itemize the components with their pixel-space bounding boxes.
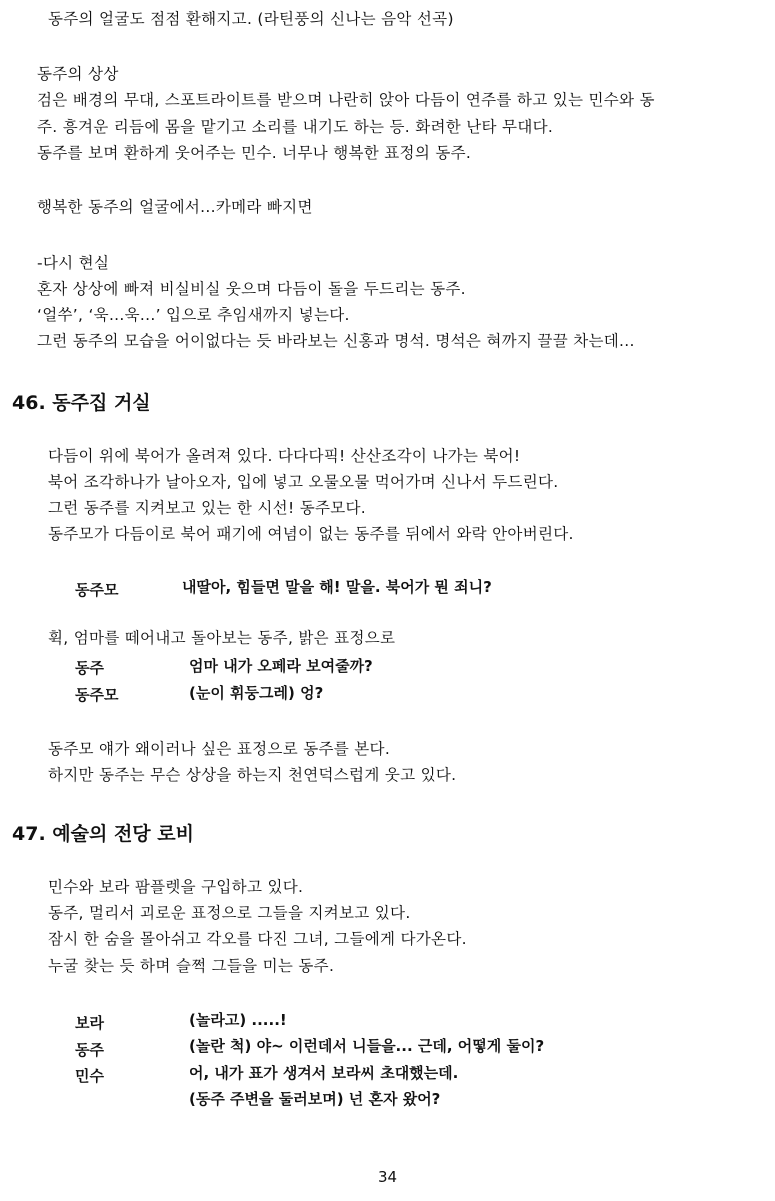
dialogue-line: (놀란 척) 야~ 이런데서 니들을... 근데, 어떻게 둘이? (189, 1037, 545, 1055)
scene45-action-line: 그런 동주의 모습을 어이없다는 듯 바라보는 신홍과 명석. 명석은 혀까지 끌끌 차는데... (37, 332, 635, 350)
scene46-action-line: 휙, 엄마를 떼어내고 돌아보는 동주, 밝은 표정으로 (48, 629, 396, 647)
dialogue-speaker: 민수 (75, 1067, 104, 1085)
dialogue-line: (놀라고) .....! (189, 1011, 287, 1029)
dialogue-line: (눈이 휘둥그레) 엉? (189, 684, 324, 702)
scene47-action-line: 누굴 찾는 듯 하며 슬쩍 그들을 미는 동주. (48, 957, 335, 975)
dialogue-line: 어, 내가 표가 생겨서 보라씨 초대했는데. (189, 1064, 459, 1082)
scene45-action-line: 주. 흥겨운 리듬에 몸을 맡기고 소리를 내기도 하는 등. 화려한 난타 무대다. (37, 118, 554, 136)
dialogue-speaker: 동주모 (75, 686, 119, 704)
scene46-action-line: 하지만 동주는 무슨 상상을 하는지 천연덕스럽게 웃고 있다. (48, 766, 457, 784)
scene46-action-line: 그런 동주를 지켜보고 있는 한 시선! 동주모다. (48, 499, 367, 517)
scene45-action-line: 검은 배경의 무대, 스포트라이트를 받으며 나란히 앉아 다듬이 연주를 하고 있는 민수와 동 (37, 91, 655, 109)
scene45-camera-direction: 행복한 동주의 얼굴에서...카메라 빠지면 (37, 198, 313, 216)
scene47-action-line: 잠시 한 숨을 몰아쉬고 각오를 다진 그녀, 그들에게 다가온다. (48, 930, 467, 948)
scene47-action-line: 민수와 보라 팜플렛을 구입하고 있다. (48, 878, 304, 896)
dialogue-speaker: 동주 (75, 659, 104, 677)
dialogue-line: 내딸아, 힘들면 말을 해! 말을. 북어가 뭔 죄니? (182, 578, 492, 596)
dialogue-speaker: 동주 (75, 1041, 104, 1059)
scene46-action-line: 다듬이 위에 북어가 올려져 있다. 다다다픽! 산산조각이 나가는 북어! (48, 447, 521, 465)
scene46-heading: 46. 동주집 거실 (12, 392, 151, 414)
scene45-subheading-reality: -다시 현실 (37, 254, 110, 272)
scene45-action-line: 동주를 보며 환하게 웃어주는 민수. 너무나 행복한 표정의 동주. (37, 144, 472, 162)
scene45-action-line: ‘얼쑤’, ‘욱...욱...’ 입으로 추임새까지 넣는다. (37, 306, 350, 324)
dialogue-line: 엄마 내가 오페라 보여줄까? (189, 657, 373, 675)
dialogue-speaker: 동주모 (75, 581, 119, 599)
dialogue-line: (동주 주변을 둘러보며) 넌 혼자 왔어? (189, 1090, 441, 1108)
scene46-action-line: 동주모가 다듬이로 북어 패기에 여념이 없는 동주를 뒤에서 와락 안아버린다. (48, 525, 574, 543)
scene47-heading: 47. 예술의 전당 로비 (12, 823, 194, 845)
dialogue-speaker: 보라 (75, 1014, 104, 1032)
page-number: 34 (377, 1168, 398, 1186)
scene45-continuation: 동주의 얼굴도 점점 환해지고. (라틴풍의 신나는 음악 선곡) (48, 10, 454, 28)
scene46-action-line: 북어 조각하나가 날아오자, 입에 넣고 오물오물 먹어가며 신나서 두드린다. (48, 473, 559, 491)
scene47-action-line: 동주, 멀리서 괴로운 표정으로 그들을 지켜보고 있다. (48, 904, 411, 922)
scene45-action-line: 혼자 상상에 빠져 비실비실 웃으며 다듬이 돌을 두드리는 동주. (37, 280, 466, 298)
scene46-action-line: 동주모 얘가 왜이러나 싶은 표정으로 동주를 본다. (48, 740, 391, 758)
scene45-subheading-imagination: 동주의 상상 (37, 65, 119, 83)
